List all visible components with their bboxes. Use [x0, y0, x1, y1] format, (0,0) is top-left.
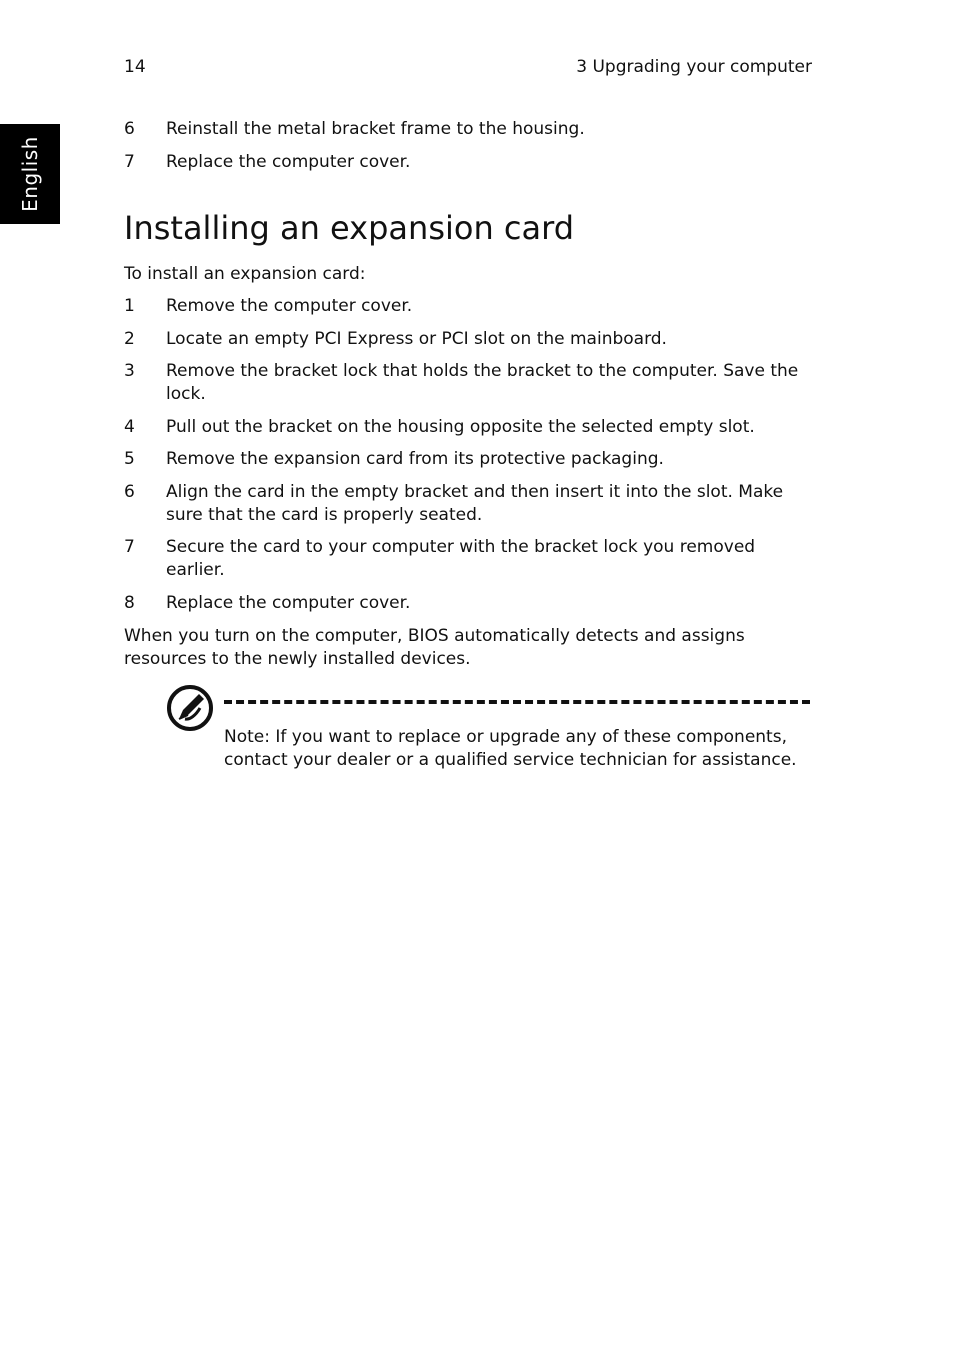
list-item: [124, 481, 804, 527]
step-number: 6: [124, 481, 135, 502]
step-text: Align the card in the empty bracket and then insert it into the slot. Make sure that the card is properly seated.: [166, 481, 784, 525]
list-item: [124, 448, 804, 471]
step-number: 7: [124, 537, 135, 557]
list-item: [124, 416, 804, 439]
section-heading: Installing an expansion card: [124, 209, 575, 247]
note-label: Note: [224, 727, 265, 747]
list-item: [124, 151, 804, 174]
list-item: [124, 360, 804, 406]
list-item: [124, 536, 804, 582]
note-divider: [224, 700, 810, 704]
closing-paragraph: When you turn on the computer, BIOS automatically detects and assigns resources to the newly installed devices.: [124, 626, 745, 669]
list-item: [124, 118, 804, 141]
step-text: Reinstall the metal bracket frame to the housing.: [166, 119, 585, 139]
previous-steps-list: [124, 118, 804, 183]
step-number: 1: [124, 296, 135, 316]
step-text: Remove the bracket lock that holds the bracket to the computer. Save the lock.: [166, 361, 799, 404]
step-number: 7: [124, 151, 135, 172]
step-text: Remove the expansion card from its protective packaging.: [166, 449, 664, 469]
list-item: [124, 328, 804, 351]
step-number: 3: [124, 361, 135, 381]
step-text: Replace the computer cover.: [166, 592, 411, 613]
list-item: [124, 592, 804, 615]
step-text: Secure the card to your computer with the bracket lock you removed earlier.: [166, 537, 756, 580]
step-number: 6: [124, 119, 135, 139]
step-text: Remove the computer cover.: [166, 296, 413, 316]
list-item: [124, 295, 804, 318]
step-number: 4: [124, 416, 135, 437]
section-intro: To install an expansion card:: [124, 264, 366, 284]
step-number: 8: [124, 592, 135, 613]
chapter-title: 3 Upgrading your computer: [576, 57, 812, 77]
pen-note-icon: [166, 684, 214, 732]
install-steps-list: [124, 295, 804, 624]
step-number: 2: [124, 328, 135, 349]
step-number: 5: [124, 449, 135, 469]
note-text: [224, 726, 814, 772]
language-tab-label: English: [18, 136, 42, 212]
step-text: Locate an empty PCI Express or PCI slot on the mainboard.: [166, 328, 667, 349]
language-tab: [0, 124, 60, 224]
note-body: : If you want to replace or upgrade any of these components, contact your dealer or a qualified service technician for assistance.: [224, 727, 797, 770]
step-text: Replace the computer cover.: [166, 151, 411, 172]
step-text: Pull out the bracket on the housing opposite the selected empty slot.: [166, 416, 755, 437]
page-number: 14: [124, 57, 146, 77]
